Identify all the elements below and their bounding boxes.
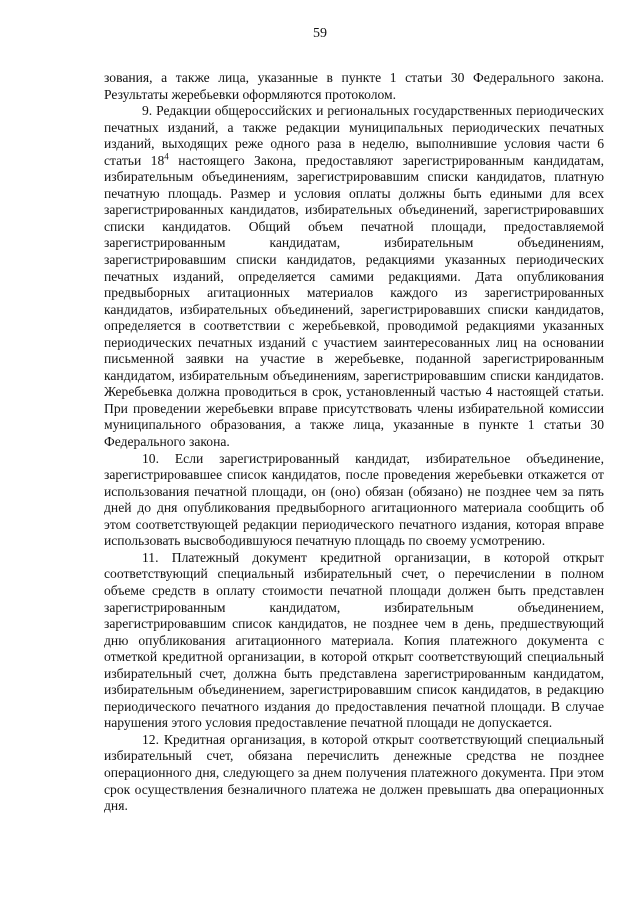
paragraph-10: 10. Если зарегистрированный кандидат, избирательное объединение, зарегистрировавшее список кандидатов, после проведения жеребьевки откажется от использования печатной площади, он (оно) обязан (обязано) не позднее чем за пять дней до дня опубликования предвыборного агитационного материала сообщить об этом соответствующей редакции периодического печатного издания, которая вправе использовать высвободившуюся печатную площадь по своему усмотрению. — [104, 450, 604, 549]
paragraph-9 — [104, 103, 604, 450]
page-number: 59 — [313, 26, 327, 41]
paragraph-continuation: зования, а также лица, указанные в пункте 1 статьи 30 Федерального закона. Результаты жеребьевки оформляются протоколом. — [104, 70, 604, 102]
paragraph-9-text-end: настоящего Закона, предоставляют зарегистрированным кандидатам, избирательным объединениям, зарегистрировавшим списки кандидатов, платную печатную площадь. Размер и условия оплаты должны быть едиными для всех зарегистрированных кандидатов, избирательных объединений, зарегистрировавших списки кандидатов. Общий объем печатной площади, предоставляемой зарегистрированным кандидатам, избирательным объединениям, зарегистрировавшим списки кандидатов, редакциями указанных периодических печатных изданий, определяется самими редакциями. Дата опубликования предвыборных агитационных материалов каждого из зарегистрированных кандидатов, избирательных объединений, зарегистрировавших списки кандидатов, определяется в соответствии с жеребьевкой, проводимой редакциями указанных периодических печатных изданий с участием заинтересованных лиц на основании письменной заявки на участие в жеребьевке, поданной зарегистрированным кандидатом, избирательным объединениям, зарегистрировавшим списки кандидатов. Жеребьевка должна проводиться в срок, установленный частью 4 настоящей статьи. При проведении жеребьевки вправе присутствовать члены избирательной комиссии муниципального образования, а также лица, указанные в пункте 1 статьи 30 Федерального закона. — [104, 152, 604, 450]
paragraph-12: 12. Кредитная организация, в которой открыт соответствующий специальный избирательный счет, обязана перечислить денежные средства не позднее операционного дня, следующего за днем получения платежного документа. При этом срок осуществления безналичного платежа не должен превышать два операционных дня. — [104, 731, 604, 814]
document-body — [104, 70, 604, 815]
paragraph-11: 11. Платежный документ кредитной организации, в которой открыт соответствующий специальный избирательный счет, о перечислении в полном объеме средств в оплату стоимости печатной площади должен быть представлен зарегистрированным кандидатом, избирательным объединением, зарегистрировавшим список кандидатов, не позднее чем в день, предшествующий дню опубликования агитационного материала. Копия платежного документа с отметкой кредитной организации, в которой открыт соответствующий специальный избирательный счет, должна быть представлена зарегистрированным кандидатом, избирательным объединением, зарегистрировавшим список кандидатов, в редакцию периодического печатного издания до предоставления печатной площади. В случае нарушения этого условия предоставление печатной площади не допускается. — [104, 549, 604, 731]
paragraph-9-text-start: 9. Редакции общероссийских и региональных государственных периодических печатных изданий, а также редакции муниципальных периодических печатных изданий, выходящих реже одного раза в неделю, выполнившие условия части 6 статьи 18 — [104, 103, 604, 168]
paragraph-9-superscript: 4 — [164, 151, 169, 162]
